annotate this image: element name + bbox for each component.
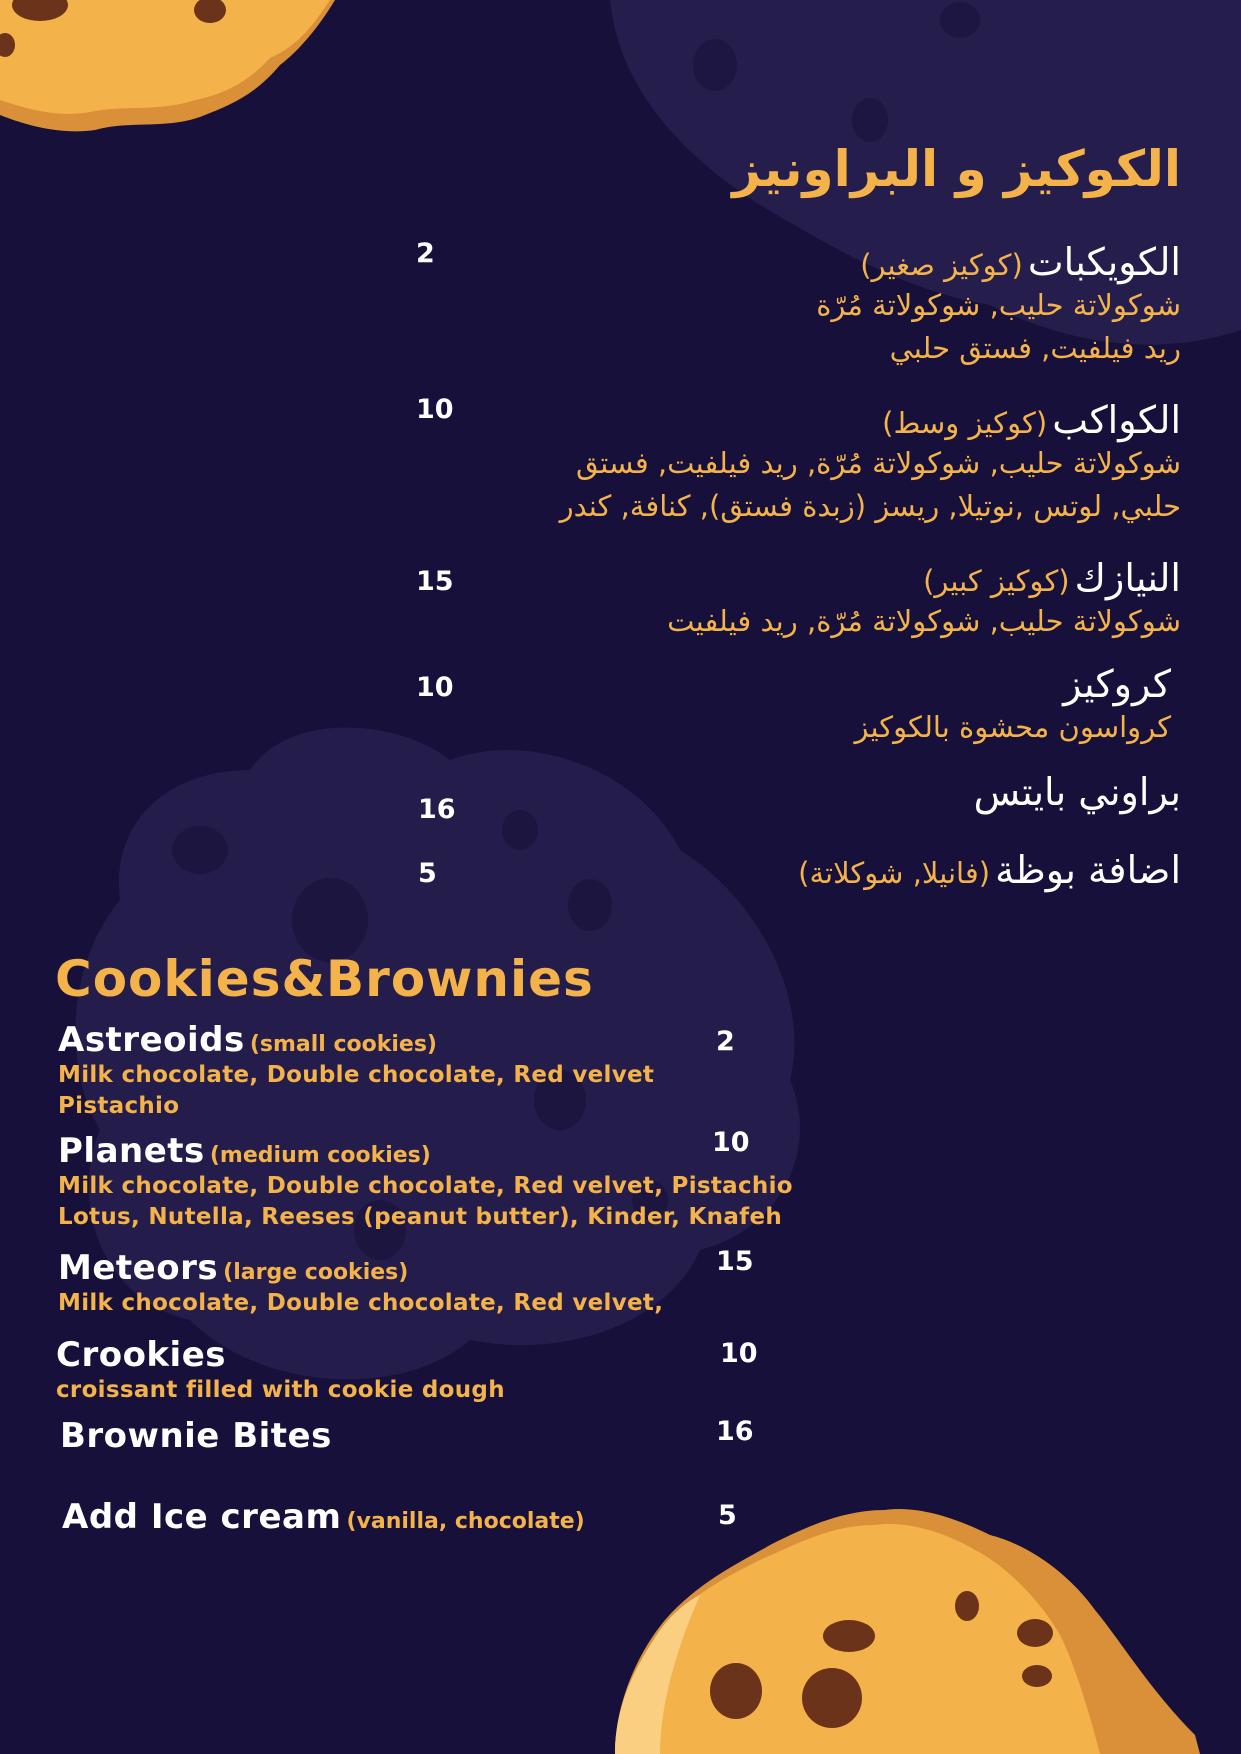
arabic-item-note: (كوكيز صغير) — [860, 248, 1023, 282]
arabic-item-note: (كوكيز كبير) — [923, 564, 1070, 598]
arabic-item-name: الكواكب — [1052, 398, 1181, 442]
cookie-icon-bottom-right — [615, 1509, 1200, 1754]
arabic-item-price: 15 — [416, 566, 454, 597]
english-item-price: 10 — [720, 1338, 758, 1369]
english-item-note: (large cookies) — [223, 1260, 409, 1285]
english-item-note: (medium cookies) — [209, 1143, 431, 1168]
arabic-item-price: 5 — [418, 858, 437, 889]
arabic-item-name: كروكيز — [1063, 662, 1171, 706]
arabic-item-crookies — [855, 662, 1171, 749]
arabic-item-note: (كوكيز وسط) — [882, 406, 1048, 440]
arabic-item-desc: كرواسون محشوة بالكوكيز — [854, 710, 1171, 744]
english-item-name: Brownie Bites — [60, 1416, 332, 1456]
arabic-item-price: 2 — [416, 238, 435, 269]
arabic-item-desc: شوكولاتة حليب, شوكولاتة مُرّة, ريد فيلفيت — [667, 604, 1181, 638]
english-item-note: (vanilla, chocolate) — [346, 1509, 585, 1534]
english-item-name: Astreoids — [58, 1020, 245, 1060]
arabic-item-desc: شوكولاتة حليب, شوكولاتة مُرّة, ريد فيلفيت, فستق — [576, 446, 1181, 480]
english-item-price: 2 — [716, 1026, 735, 1057]
arabic-title: الكوكيز و البراونيز — [732, 140, 1181, 198]
arabic-item-desc: ريد فيلفيت, فستق حلبي — [889, 331, 1181, 365]
arabic-item-name: براوني بايتس — [973, 770, 1181, 814]
english-item-price: 5 — [718, 1500, 737, 1531]
arabic-item-name: الكويكبات — [1027, 240, 1181, 284]
arabic-item-price: 10 — [416, 672, 454, 703]
english-item-desc: Milk chocolate, Double chocolate, Red velvet, — [58, 1290, 664, 1316]
english-item-crookies — [56, 1335, 505, 1406]
cookie-icon-top-left — [0, 0, 335, 131]
english-item-meteors — [58, 1248, 663, 1319]
arabic-item-planets — [560, 398, 1181, 528]
english-item-name: Planets — [58, 1131, 205, 1171]
arabic-item-note: (فانيلا, شوكلاتة) — [798, 856, 991, 890]
english-item-desc: Lotus, Nutella, Reeses (peanut butter), Kinder, Knafeh — [58, 1204, 783, 1230]
english-item-name: Crookies — [56, 1335, 226, 1375]
english-item-name: Meteors — [58, 1248, 219, 1288]
arabic-item-price: 16 — [418, 794, 456, 825]
english-item-desc: croissant filled with cookie dough — [56, 1377, 505, 1403]
arabic-item-desc: حلبي, لوتس ,نوتيلا, ريسز (زبدة فستق), كنافة, كندر — [559, 489, 1181, 523]
english-title: Cookies&Brownies — [55, 950, 594, 1008]
arabic-item-ice-cream — [798, 848, 1181, 892]
arabic-item-astreoids — [816, 240, 1181, 370]
english-item-desc: Pistachio — [58, 1093, 180, 1119]
arabic-item-name: اضافة بوظة — [995, 848, 1181, 892]
english-item-astreoids — [58, 1020, 654, 1122]
english-item-ice-cream — [62, 1497, 585, 1537]
arabic-item-meteors — [667, 556, 1181, 643]
english-item-desc: Milk chocolate, Double chocolate, Red velvet, Pistachio — [58, 1173, 793, 1199]
english-item-note: (small cookies) — [249, 1032, 437, 1057]
english-item-price: 15 — [716, 1246, 754, 1277]
arabic-item-desc: شوكولاتة حليب, شوكولاتة مُرّة — [816, 288, 1181, 322]
english-item-planets — [58, 1131, 793, 1233]
arabic-item-price: 10 — [416, 394, 454, 425]
english-item-desc: Milk chocolate, Double chocolate, Red velvet — [58, 1062, 655, 1088]
arabic-item-name: النيازك — [1074, 556, 1181, 600]
english-item-brownie-bites — [60, 1416, 332, 1456]
english-item-name: Add Ice cream — [62, 1497, 342, 1537]
arabic-item-brownie-bites — [974, 770, 1181, 814]
english-item-price: 10 — [712, 1127, 750, 1158]
english-item-price: 16 — [716, 1416, 754, 1447]
